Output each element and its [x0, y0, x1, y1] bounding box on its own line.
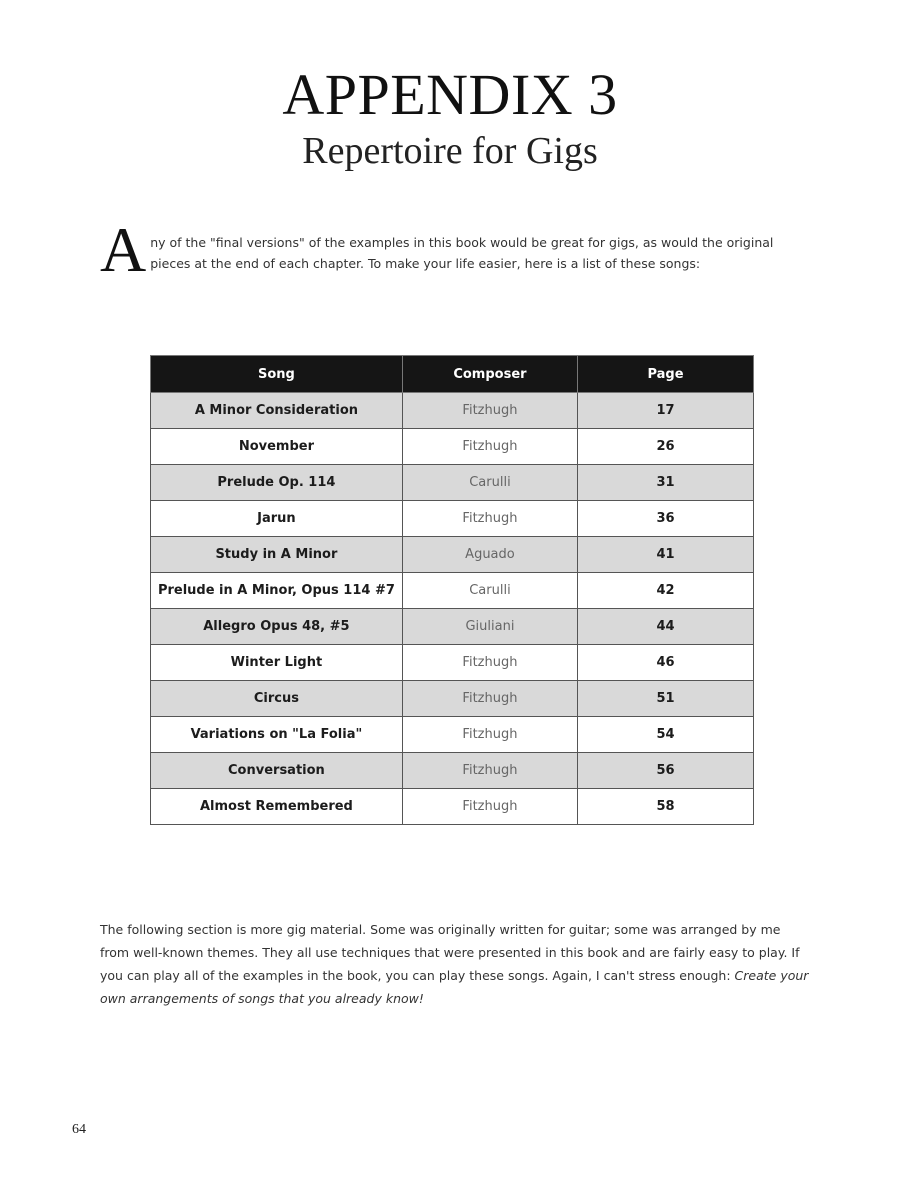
table-row — [151, 609, 754, 645]
page-cell: 41 — [578, 537, 754, 573]
page-cell: 17 — [578, 393, 754, 429]
table-row — [151, 753, 754, 789]
composer-cell: Fitzhugh — [402, 753, 577, 789]
repertoire-table — [150, 355, 754, 825]
page-cell: 26 — [578, 429, 754, 465]
outro-paragraph — [100, 918, 812, 1010]
table-row — [151, 789, 754, 825]
table-row — [151, 681, 754, 717]
composer-cell: Fitzhugh — [402, 681, 577, 717]
table-row — [151, 573, 754, 609]
header-composer: Composer — [402, 356, 577, 393]
composer-cell: Fitzhugh — [402, 717, 577, 753]
composer-cell: Fitzhugh — [402, 429, 577, 465]
table-row — [151, 465, 754, 501]
page-cell: 44 — [578, 609, 754, 645]
page-cell: 36 — [578, 501, 754, 537]
appendix-title: APPENDIX 3 — [282, 62, 618, 127]
table-row — [151, 393, 754, 429]
song-cell: A Minor Consideration — [151, 393, 403, 429]
composer-cell: Giuliani — [402, 609, 577, 645]
intro-text: ny of the "final versions" of the examples in this book would be great for gigs, as would the original pieces at the end of each chapter. To make your life easier, here is a list of these songs: — [150, 235, 774, 271]
composer-cell: Aguado — [402, 537, 577, 573]
page-cell: 51 — [578, 681, 754, 717]
page-number: 64 — [72, 1122, 86, 1137]
table-row — [151, 537, 754, 573]
intro-paragraph — [100, 214, 812, 285]
page-cell: 56 — [578, 753, 754, 789]
page-cell: 54 — [578, 717, 754, 753]
song-cell: Study in A Minor — [151, 537, 403, 573]
song-cell: November — [151, 429, 403, 465]
song-cell: Winter Light — [151, 645, 403, 681]
table-body — [151, 393, 754, 825]
appendix-subtitle: Repertoire for Gigs — [302, 130, 598, 172]
page-cell: 58 — [578, 789, 754, 825]
composer-cell: Fitzhugh — [402, 393, 577, 429]
table-row — [151, 717, 754, 753]
song-cell: Almost Remembered — [151, 789, 403, 825]
header-page: Page — [578, 356, 754, 393]
outro-emphasis: Create your own arrangements of songs that you already know! — [100, 968, 809, 1006]
composer-cell: Fitzhugh — [402, 645, 577, 681]
page-cell: 31 — [578, 465, 754, 501]
song-cell: Circus — [151, 681, 403, 717]
song-cell: Allegro Opus 48, #5 — [151, 609, 403, 645]
page-cell: 42 — [578, 573, 754, 609]
song-cell: Jarun — [151, 501, 403, 537]
song-cell: Prelude in A Minor, Opus 114 #7 — [151, 573, 403, 609]
composer-cell: Carulli — [402, 465, 577, 501]
song-cell: Prelude Op. 114 — [151, 465, 403, 501]
composer-cell: Fitzhugh — [402, 789, 577, 825]
header-song: Song — [151, 356, 403, 393]
drop-cap: A — [100, 214, 147, 285]
table-header-row — [151, 356, 754, 393]
table-row — [151, 501, 754, 537]
composer-cell: Fitzhugh — [402, 501, 577, 537]
table-row — [151, 429, 754, 465]
outro-text: The following section is more gig material. Some was originally written for guitar; some was arranged by me from well-known themes. They all use techniques that were presented in this book and are fairly easy to play. If you can play all of the examples in the book, you can play these songs. Again, I can't stress enough: — [100, 922, 800, 983]
song-cell: Conversation — [151, 753, 403, 789]
song-cell: Variations on "La Folia" — [151, 717, 403, 753]
composer-cell: Carulli — [402, 573, 577, 609]
table-row — [151, 645, 754, 681]
page-cell: 46 — [578, 645, 754, 681]
